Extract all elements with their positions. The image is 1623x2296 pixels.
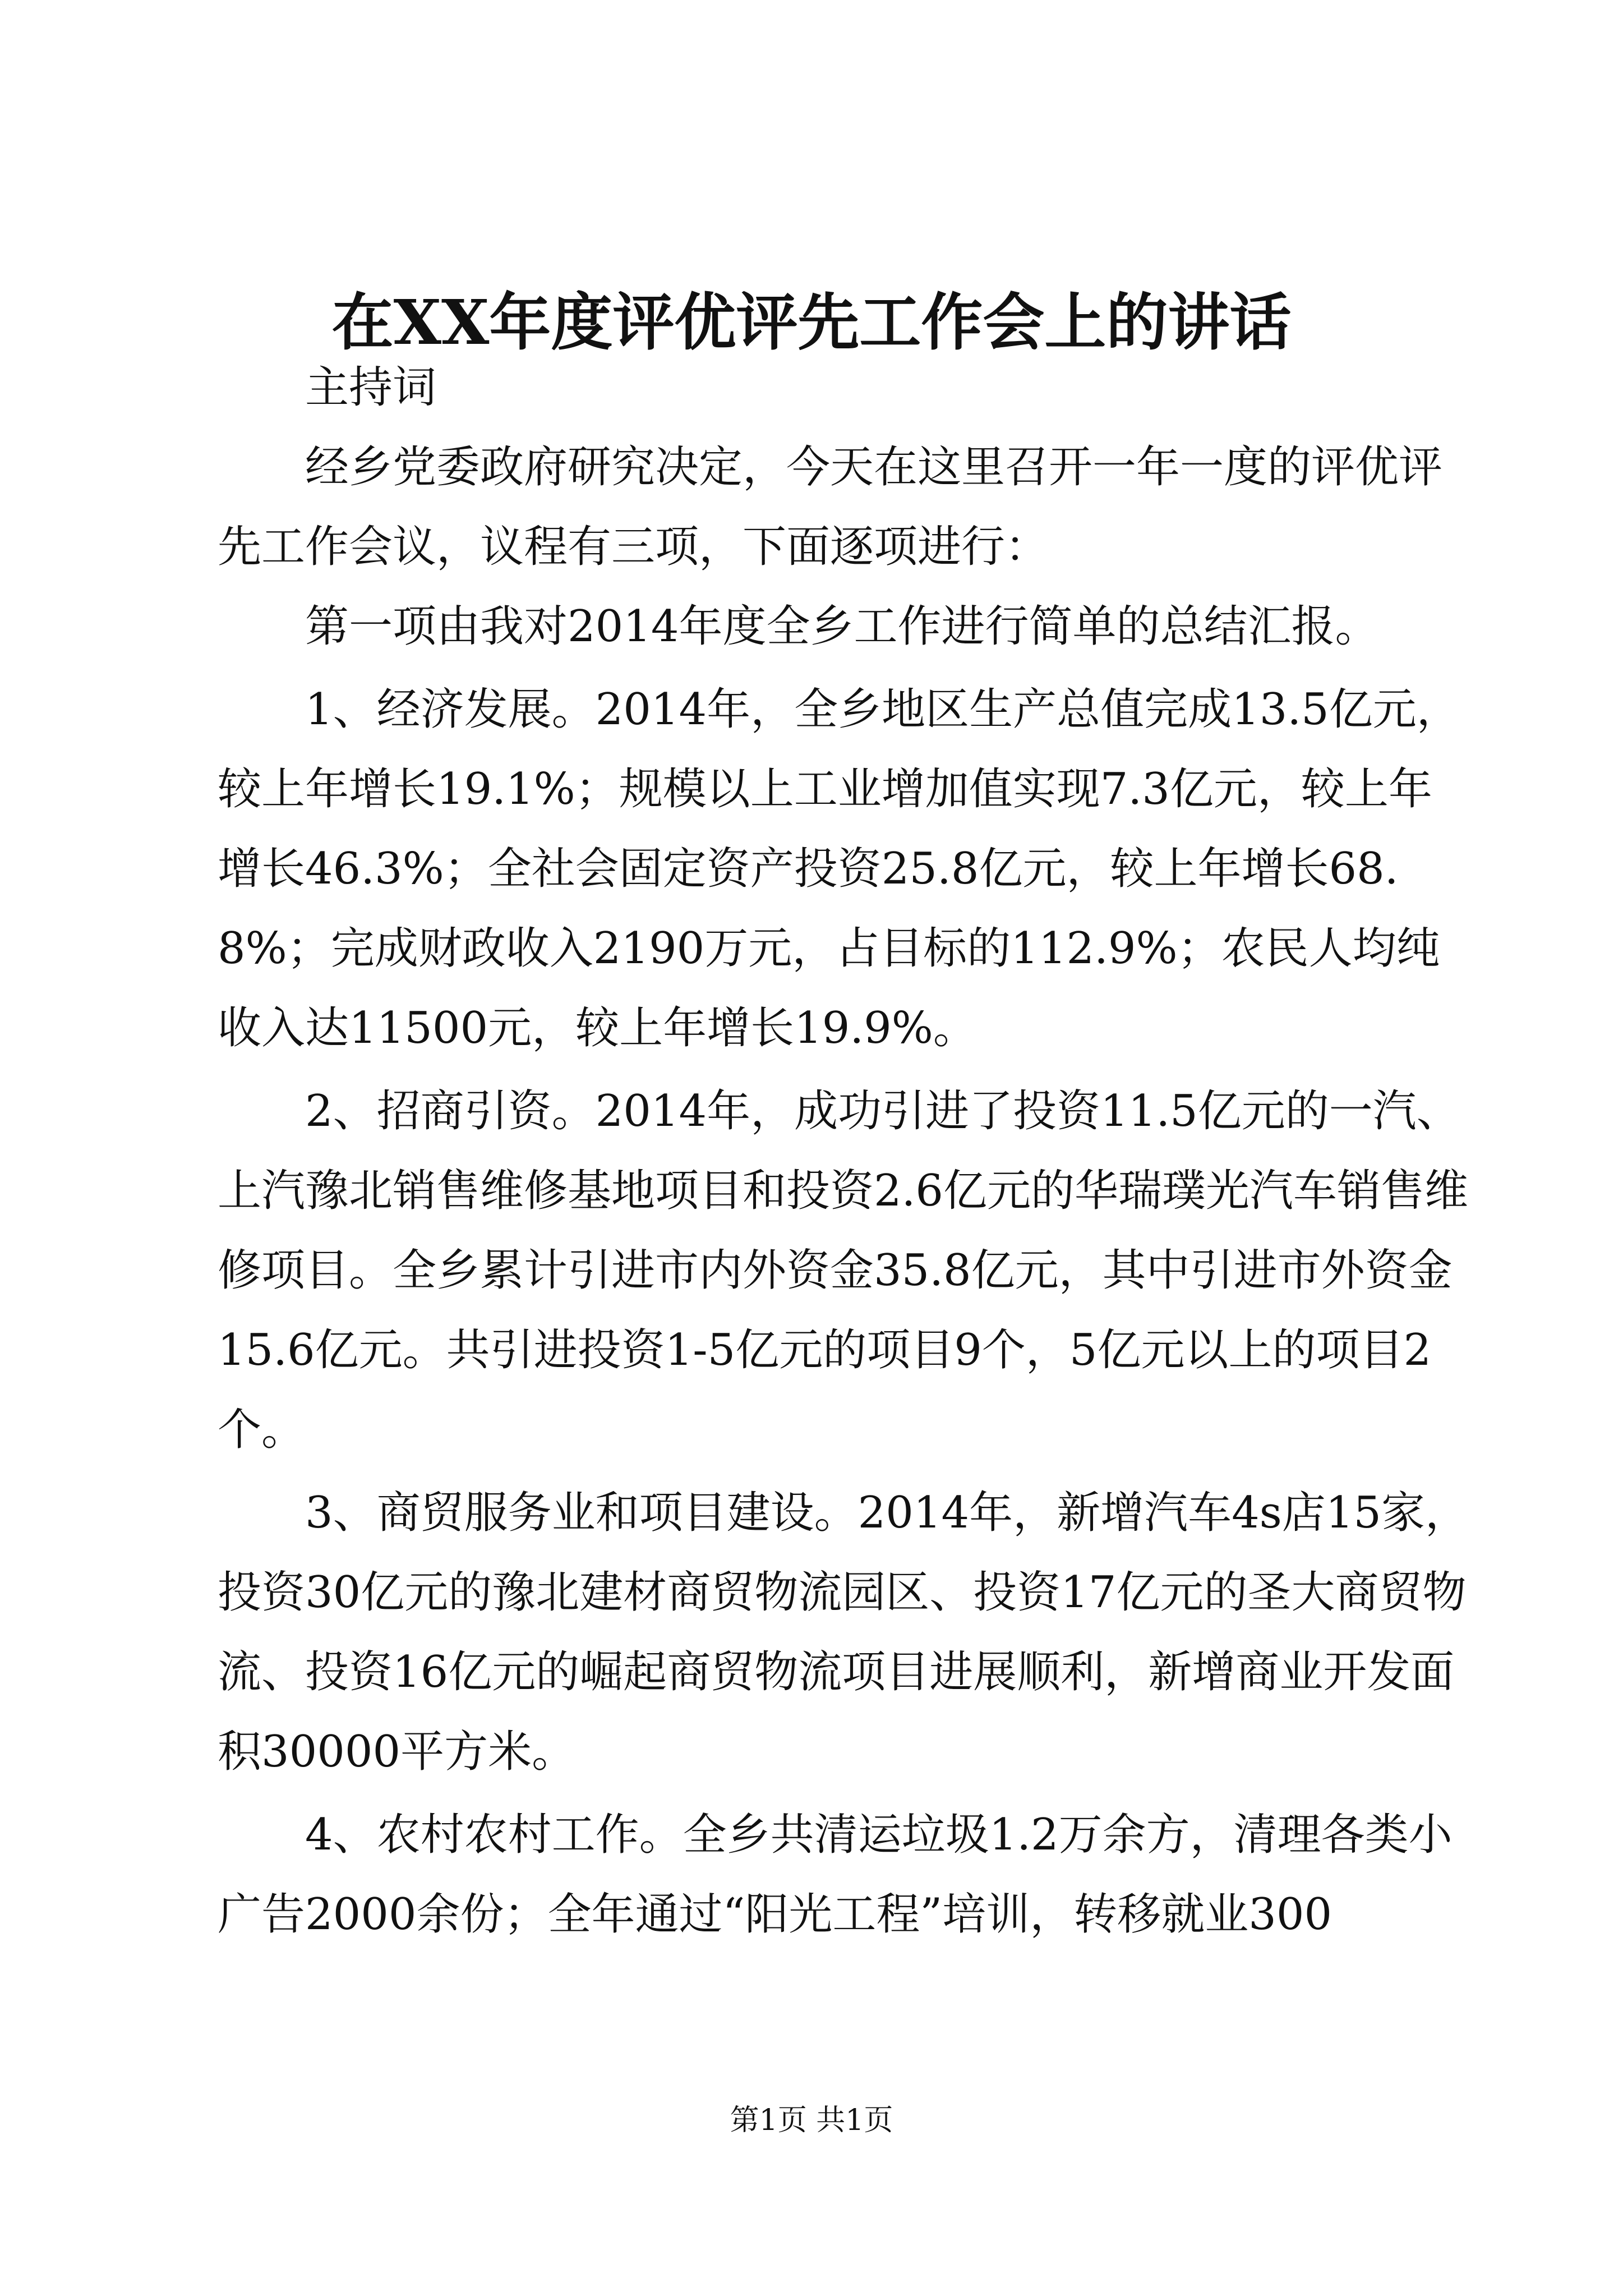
paragraph-rural-work: 4、农村农村工作。全乡共清运垃圾1.2万余方，清理各类小广告2000余份；全年通过“阳光工程”培训，转移就业300: [218, 1810, 1453, 1940]
paragraph-first-item: 第一项由我对2014年度全乡工作进行简单的总结汇报。: [305, 601, 1379, 652]
page-footer: 第1页 共1页: [730, 2104, 893, 2137]
paragraph-commerce-projects: 3、商贸服务业和项目建设。2014年，新增汽车4s店15家，投资30亿元的豫北建材商贸物流园区、投资17亿元的圣大商贸物流、投资16亿元的崛起商贸物流项目进展顺利，新增商业开发面积30000平方米。: [218, 1488, 1469, 1777]
paragraph-economic-development: 1、经济发展。2014年，全乡地区生产总值完成13.5亿元，较上年增长19.1%；规模以上工业增加值实现7.3亿元，较上年增长46.3%；全社会固定资产投资25.8亿元，较上年增长68.8%；完成财政收入2190万元，占目标的112.9%；农民人均纯收入达11500元，较上年增长19.9%。: [218, 684, 1460, 1053]
paragraph-intro: 经乡党委政府研究决定，今天在这里召开一年一度的评优评先工作会议，议程有三项，下面逐项进行：: [218, 442, 1443, 572]
paragraph-host-words: 主持词: [305, 362, 437, 413]
paragraph-investment-attraction: 2、招商引资。2014年，成功引进了投资11.5亿元的一汽、上汽豫北销售维修基地项目和投资2.6亿元的华瑞璞光汽车销售维修项目。全乡累计引进市内外资金35.8亿元，其中引进市外资金15.6亿元。共引进投资1-5亿元的项目9个，5亿元以上的项目2个。: [218, 1086, 1469, 1455]
document-title: 在XX年度评优评先工作会上的讲话: [331, 286, 1292, 358]
document-body: [218, 348, 1474, 1954]
